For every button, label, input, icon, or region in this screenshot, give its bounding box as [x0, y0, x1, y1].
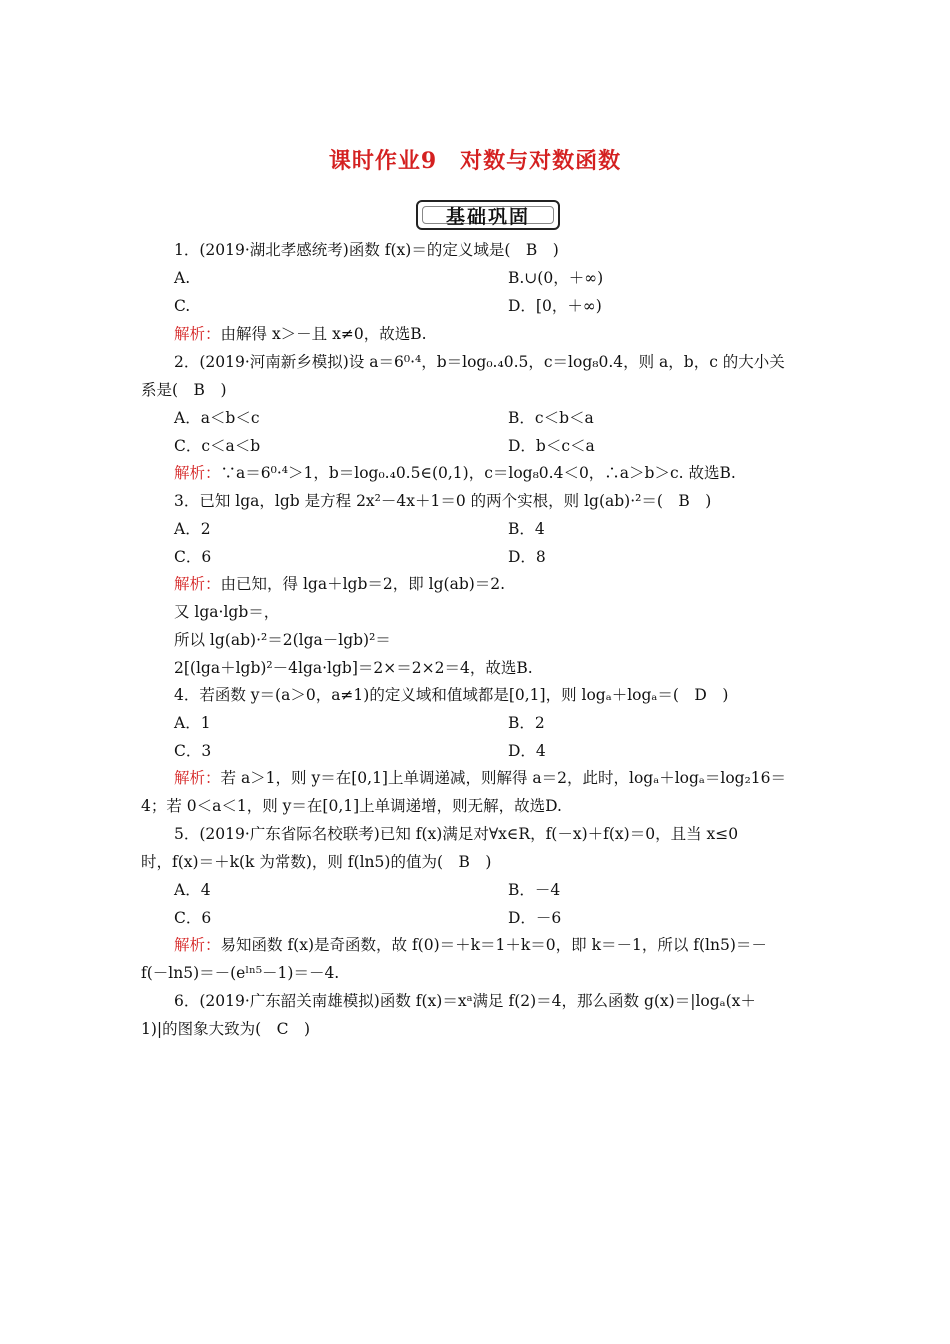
q2-stem-cont: 系是( B ) [141, 381, 227, 399]
q3-option-d: D．8 [508, 548, 546, 566]
q2-option-c: C．c＜a＜b [174, 437, 261, 455]
q4-option-b: B．2 [508, 714, 545, 732]
page-title: 课时作业9 对数与对数函数 [328, 148, 622, 174]
q5-option-b: B．－4 [508, 881, 561, 899]
analysis-label: 解析： [174, 575, 221, 593]
q5-option-d: D．－6 [508, 909, 562, 927]
q1-analysis [174, 324, 427, 344]
q1-option-c: C. [174, 297, 191, 315]
q4-option-d: D．4 [508, 742, 546, 760]
q2-stem: 2．(2019·河南新乡模拟)设 a＝6⁰·⁴，b＝log₀.₄0.5，c＝log₈0.4，则 a，b，c 的大小关 [174, 353, 785, 371]
analysis-text: ∵a＝6⁰·⁴＞1，b＝log₀.₄0.5∈(0,1)，c＝log₈0.4＜0，∴a＞b＞c. 故选B. [220, 464, 736, 482]
q4-option-c: C．3 [174, 742, 212, 760]
q3-option-b: B．4 [508, 520, 545, 538]
analysis-label: 解析： [174, 769, 221, 787]
analysis-label: 解析： [174, 936, 221, 954]
q1-stem: 1．(2019·湖北孝感统考)函数 f(x)＝的定义域是( B ) [174, 241, 559, 259]
q5-stem: 5．(2019·广东省际名校联考)已知 f(x)满足对∀x∈R，f(－x)＋f(x)＝0，且当 x≤0 [174, 825, 739, 843]
q1-option-d: D．[0，＋∞) [508, 297, 602, 315]
q1-option-a: A. [174, 269, 191, 287]
q4-option-a: A．1 [174, 714, 211, 732]
q4-analysis-line2: 4；若 0＜a＜1，则 y＝在[0,1]上单调递增，则无解，故选D. [141, 797, 562, 815]
q6-stem-cont: 1)|的图象大致为( C ) [141, 1020, 311, 1038]
analysis-label: 解析： [174, 464, 221, 482]
q5-analysis [174, 935, 767, 955]
q3-analysis-line2: 又 lga·lgb＝， [174, 603, 280, 621]
section-badge [416, 200, 560, 230]
q5-option-a: A．4 [174, 881, 211, 899]
analysis-text: 由解得 x＞－且 x≠0，故选B. [220, 325, 427, 343]
q4-analysis [174, 768, 786, 788]
q5-analysis-line2: f(－ln5)＝－(eˡⁿ⁵－1)＝－4. [141, 964, 340, 982]
q5-stem-cont: 时，f(x)＝＋k(k 为常数)，则 f(ln5)的值为( B ) [141, 853, 492, 871]
q3-option-a: A．2 [174, 520, 211, 538]
q3-stem: 3．已知 lga，lgb 是方程 2x²－4x＋1＝0 的两个实根，则 lg(ab)·²＝( B ) [174, 492, 712, 510]
q2-analysis [174, 463, 736, 483]
q2-option-a: A．a＜b＜c [174, 409, 260, 427]
analysis-text: 易知函数 f(x)是奇函数，故 f(0)＝＋k＝1＋k＝0，即 k＝－1，所以 f(ln5)＝－ [220, 936, 767, 954]
q5-option-c: C．6 [174, 909, 212, 927]
analysis-text: 若 a＞1，则 y＝在[0,1]上单调递减，则解得 a＝2，此时，logₐ＋logₐ＝log₂16＝ [220, 769, 787, 787]
analysis-text: 由已知，得 lga＋lgb＝2，即 lg(ab)＝2. [220, 575, 506, 593]
q3-option-c: C．6 [174, 548, 212, 566]
q2-option-b: B．c＜b＜a [508, 409, 594, 427]
q6-stem: 6．(2019·广东韶关南雄模拟)函数 f(x)＝xᵃ满足 f(2)＝4，那么函数 g(x)＝|logₐ(x＋ [174, 992, 756, 1010]
q2-option-d: D．b＜c＜a [508, 437, 595, 455]
q4-stem: 4．若函数 y＝(a＞0，a≠1)的定义域和值域都是[0,1]，则 logₐ＋logₐ＝( D ) [174, 686, 729, 704]
q3-analysis [174, 574, 505, 594]
section-badge-label: 基础巩固 [445, 205, 530, 228]
q3-analysis-line3: 所以 lg(ab)·²＝2(lga－lgb)²＝ [174, 631, 391, 649]
analysis-label: 解析： [174, 325, 221, 343]
q1-option-b: B.∪(0，＋∞) [508, 269, 604, 287]
q3-analysis-line4: 2[(lga＋lgb)²－4lga·lgb]＝2×＝2×2＝4，故选B. [174, 659, 533, 677]
